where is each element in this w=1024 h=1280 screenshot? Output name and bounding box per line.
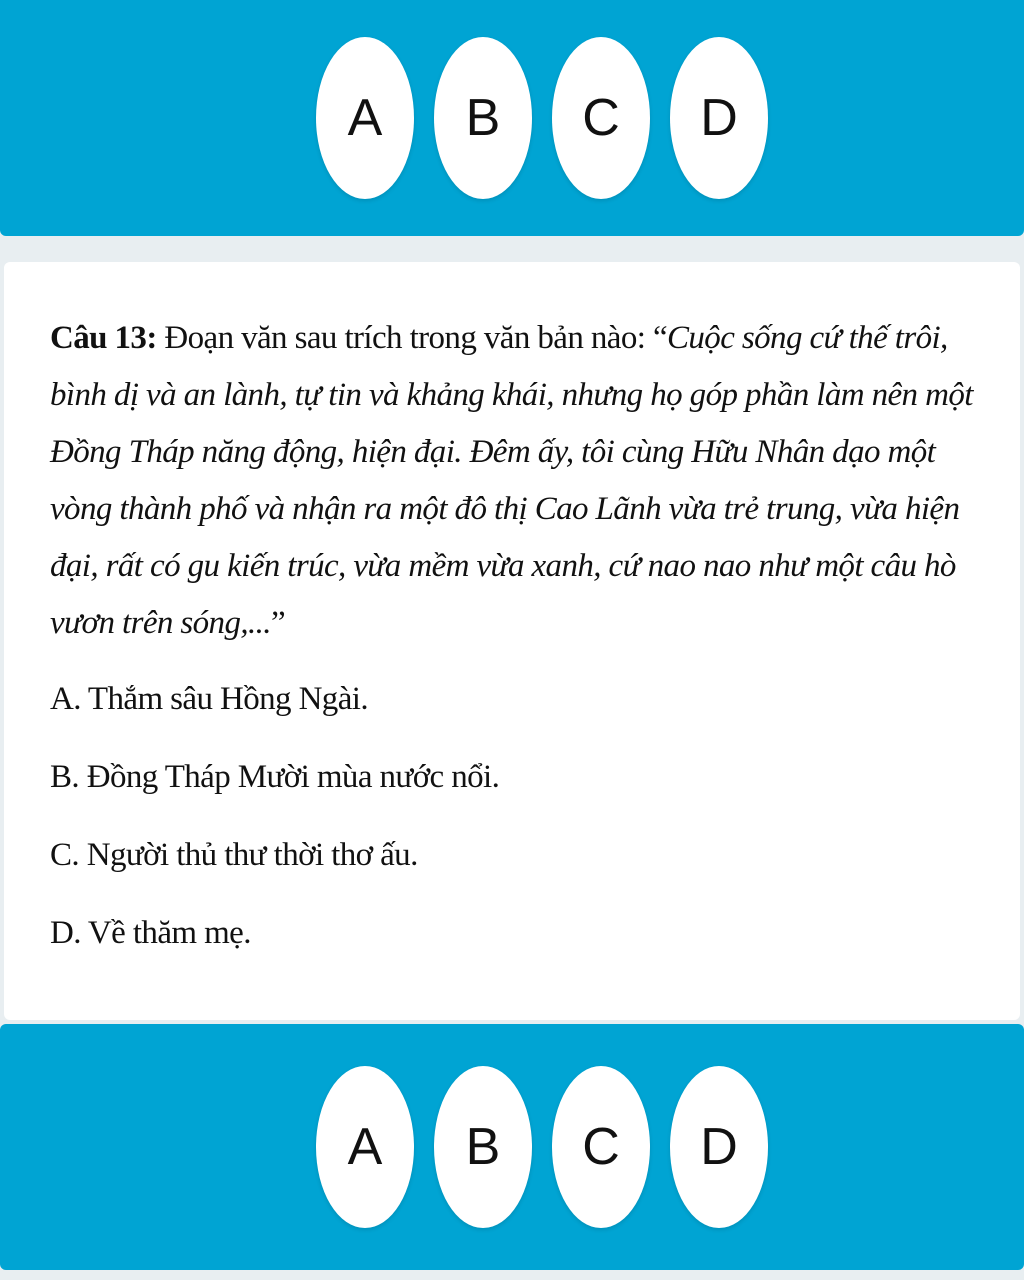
top-answer-d-button[interactable]: D — [670, 37, 768, 199]
question-excerpt: Cuộc sống cứ thế trôi, bình dị và an lành, tự tin và khảng khái, nhưng họ góp phần làm nên một Đồng Tháp năng động, hiện đại. Đêm ấy, tôi cùng Hữu Nhân dạo một vòng thành phố và nhận ra một đô thị Cao Lãnh vừa trẻ trung, vừa hiện đại, rất có gu kiến trúc, vừa mềm vừa xanh, cứ nao nao như một câu hò vươn trên sóng,... — [50, 320, 973, 641]
bottom-answer-bar — [0, 1024, 1024, 1270]
bottom-answer-a-button[interactable]: A — [316, 1066, 414, 1228]
question-close-quote: ” — [270, 605, 286, 641]
option-c[interactable]: C. Người thủ thư thời thơ ấu. — [50, 837, 418, 873]
top-answer-a-button[interactable]: A — [316, 37, 414, 199]
question-card — [4, 262, 1020, 1020]
option-d[interactable]: D. Về thăm mẹ. — [50, 915, 251, 951]
question-prompt: Đoạn văn sau trích trong văn bản nào: “ — [156, 320, 667, 356]
top-answer-c-button[interactable]: C — [552, 37, 650, 199]
bottom-answer-c-button[interactable]: C — [552, 1066, 650, 1228]
bottom-answer-b-button[interactable]: B — [434, 1066, 532, 1228]
question-label: Câu 13: — [50, 320, 157, 356]
question-text — [50, 310, 992, 652]
top-answer-b-button[interactable]: B — [434, 37, 532, 199]
top-answer-bar — [0, 0, 1024, 236]
option-a[interactable]: A. Thắm sâu Hồng Ngài. — [50, 681, 368, 717]
bottom-answer-d-button[interactable]: D — [670, 1066, 768, 1228]
option-list — [50, 674, 992, 986]
option-b[interactable]: B. Đồng Tháp Mười mùa nước nổi. — [50, 759, 500, 795]
